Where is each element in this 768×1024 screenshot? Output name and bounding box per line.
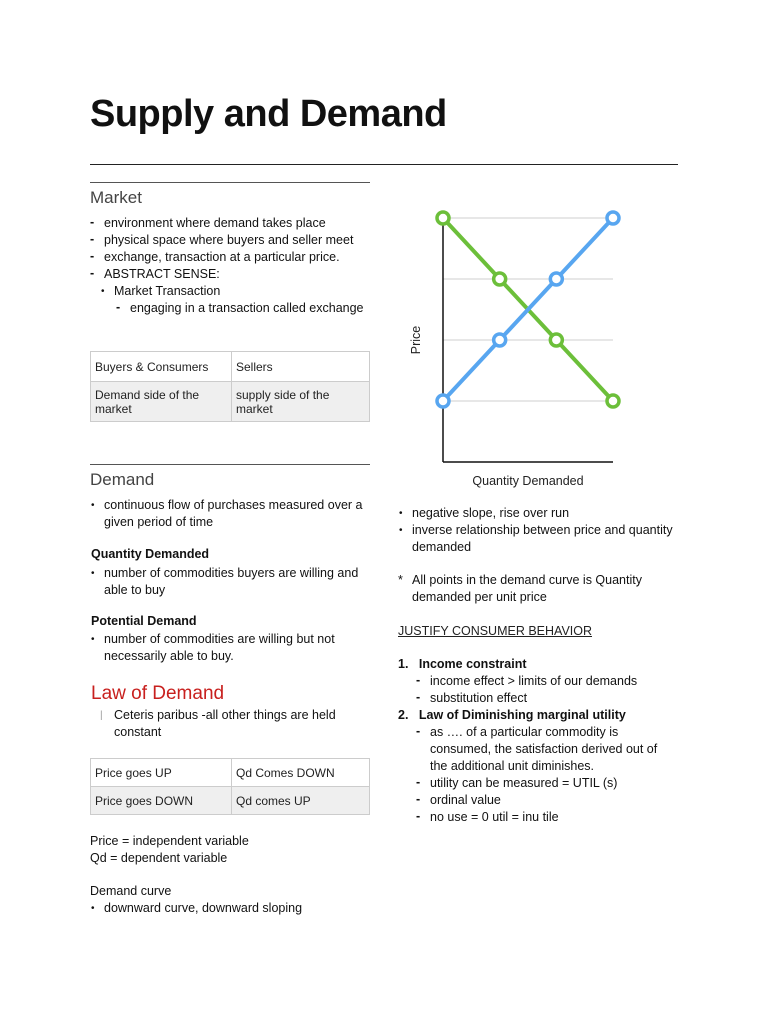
list-item: - ABSTRACT SENSE: xyxy=(90,266,370,283)
list-item: | Ceteris paribus -all other things are held constant xyxy=(100,707,370,741)
list-item: - engaging in a transaction called exchange xyxy=(116,300,370,317)
table-row xyxy=(91,759,370,787)
document-title: Supply and Demand xyxy=(90,93,447,135)
item-2-heading xyxy=(398,707,626,724)
curve-notes xyxy=(398,505,683,556)
market-table xyxy=(90,351,370,422)
law-note xyxy=(100,707,370,741)
data-point xyxy=(494,334,506,346)
star-note xyxy=(398,572,683,606)
chart-series xyxy=(437,212,619,407)
table-cell: Qd Comes DOWN xyxy=(232,759,370,787)
quantity-demanded-heading: Quantity Demanded xyxy=(91,547,210,561)
supply-demand-chart xyxy=(400,200,630,490)
law-table xyxy=(90,758,370,815)
y-axis-label: Price xyxy=(409,325,423,355)
data-point xyxy=(607,395,619,407)
list-item: • Market Transaction xyxy=(100,283,370,300)
qd-line: Qd = dependent variable xyxy=(90,851,228,865)
law-of-demand-heading: Law of Demand xyxy=(91,683,225,704)
potential-demand-heading: Potential Demand xyxy=(91,614,197,628)
item-number: 2. xyxy=(398,708,409,722)
table-cell: supply side of the market xyxy=(232,382,370,422)
market-bullets xyxy=(90,215,370,317)
list-item: - ordinal value xyxy=(416,792,676,809)
item-title: Income constraint xyxy=(418,657,527,671)
market-heading: Market xyxy=(90,188,142,207)
list-item: - as …. of a particular commodity is consumed, the satisfaction derived out of the additional unit diminishes. xyxy=(416,724,676,775)
price-line: Price = independent variable xyxy=(90,834,249,848)
demand-heading: Demand xyxy=(90,470,155,489)
data-point xyxy=(550,334,562,346)
item-1-heading xyxy=(398,656,527,673)
list-item: - exchange, transaction at a particular price. xyxy=(90,249,370,266)
list-item: - environment where demand takes place xyxy=(90,215,370,232)
list-item: * All points in the demand curve is Quantity demanded per unit price xyxy=(398,572,683,606)
table-cell: Qd comes UP xyxy=(232,787,370,815)
data-point xyxy=(494,273,506,285)
data-point xyxy=(607,212,619,224)
item-1-subs xyxy=(416,673,676,707)
list-item: • downward curve, downward sloping xyxy=(90,900,370,917)
data-point xyxy=(437,212,449,224)
list-item: - no use = 0 util = inu tile xyxy=(416,809,676,826)
curve-bullets xyxy=(90,900,370,917)
list-item: • negative slope, rise over run xyxy=(398,505,683,522)
item-number: 1. xyxy=(398,657,409,671)
table-cell: Price goes UP xyxy=(91,759,232,787)
list-item: - income effect > limits of our demands xyxy=(416,673,676,690)
pd-bullets xyxy=(90,631,370,665)
table-cell: Demand side of the market xyxy=(91,382,232,422)
list-item: - physical space where buyers and seller meet xyxy=(90,232,370,249)
list-item: • inverse relationship between price and quantity demanded xyxy=(398,522,683,556)
x-axis-label: Quantity Demanded xyxy=(472,474,584,488)
table-row xyxy=(91,787,370,815)
demand-bullets xyxy=(90,497,370,531)
list-item: - utility can be measured = UTIL (s) xyxy=(416,775,676,792)
market-divider xyxy=(90,182,370,183)
title-divider xyxy=(90,164,678,165)
item-2-subs xyxy=(416,724,676,826)
list-item: • number of commodities buyers are willing and able to buy xyxy=(90,565,370,599)
table-row xyxy=(91,352,370,382)
list-item: • number of commodities are willing but not necessarily able to buy. xyxy=(90,631,370,665)
list-item: • continuous flow of purchases measured over a given period of time xyxy=(90,497,370,531)
item-title: Law of Diminishing marginal utility xyxy=(418,708,626,722)
table-cell: Sellers xyxy=(232,352,370,382)
table-row xyxy=(91,382,370,422)
data-point xyxy=(437,395,449,407)
list-item: - substitution effect xyxy=(416,690,676,707)
table-cell: Buyers & Consumers xyxy=(91,352,232,382)
table-cell: Price goes DOWN xyxy=(91,787,232,815)
data-point xyxy=(550,273,562,285)
qd-bullets xyxy=(90,565,370,599)
demand-curve-heading: Demand curve xyxy=(90,884,172,898)
demand-divider xyxy=(90,464,370,465)
justify-heading: JUSTIFY CONSUMER BEHAVIOR xyxy=(398,624,593,638)
